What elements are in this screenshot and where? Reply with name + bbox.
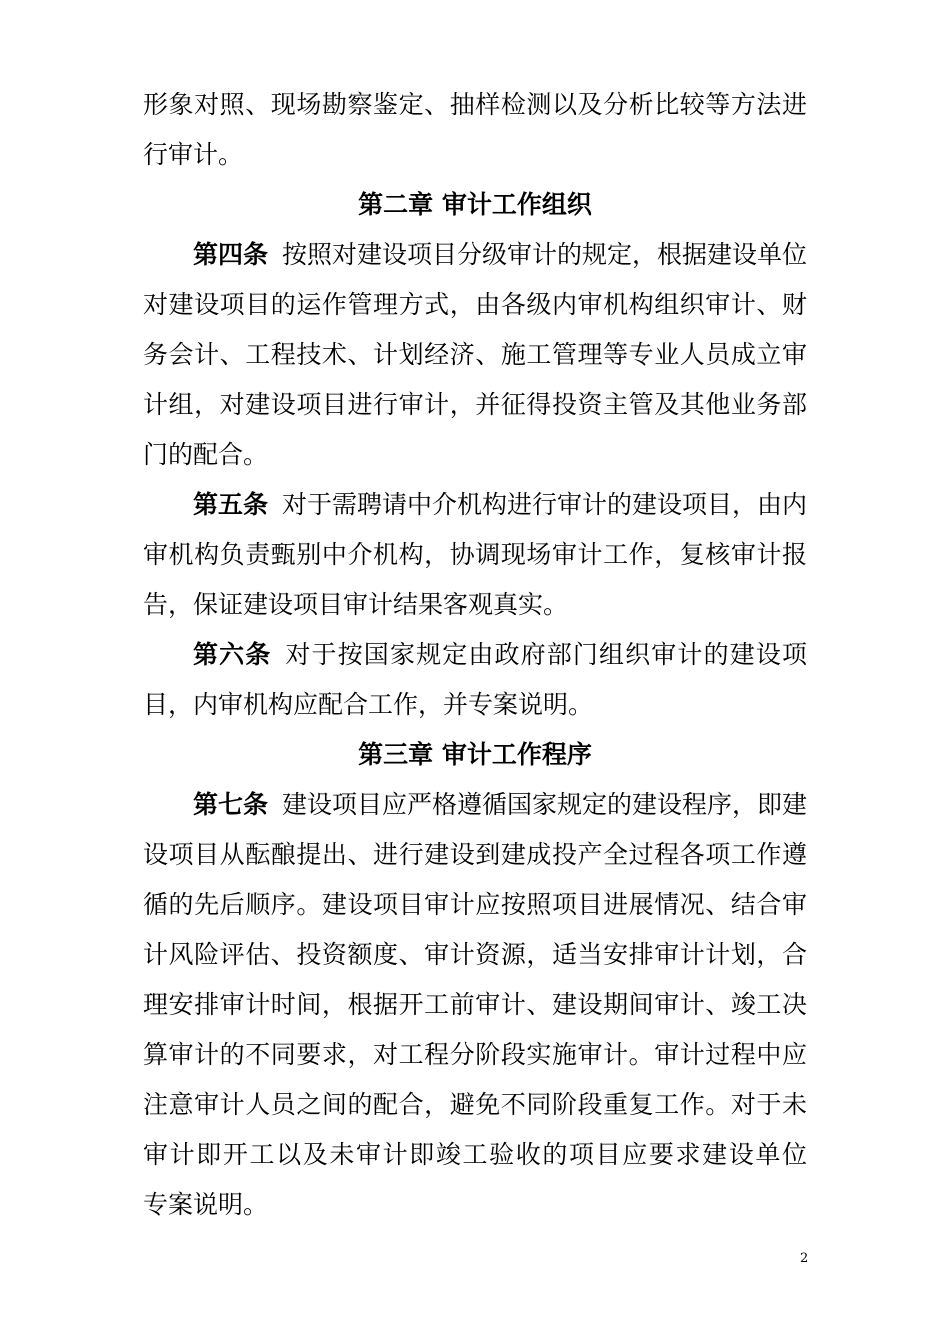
article-first-line [143,480,807,530]
chapter-heading: 第二章 审计工作组织 [358,190,592,219]
document-body [143,80,807,1230]
chapter-heading: 第三章 审计工作程序 [358,740,592,769]
text-line: 对于按国家规定由政府部门组织审计的建设项 [285,640,807,669]
text-line: 循的先后顺序。建设项目审计应按照项目进展情况、结合审 [143,890,807,919]
text-line: 计组，对建设项目进行审计，并征得投资主管及其他业务部 [143,390,807,419]
text-line: 按照对建设项目分级审计的规定，根据建设单位 [282,240,807,269]
text-line: 对建设项目的运作管理方式，由各级内审机构组织审计、财 [143,290,807,319]
text-line: 行审计。 [143,140,244,169]
article-label: 第七条 [193,790,269,819]
article-label: 第五条 [193,490,269,519]
article-first-line [143,780,807,830]
article-first-line [143,630,807,680]
text-line: 审机构负责甄别中介机构，协调现场审计工作，复核审计报 [143,540,807,569]
article-label: 第四条 [193,240,269,269]
text-line: 告，保证建设项目审计结果客观真实。 [143,590,569,619]
text-line: 门的配合。 [143,440,269,469]
text-line: 算审计的不同要求，对工程分阶段实施审计。审计过程中应 [143,1040,807,1069]
text-line: 对于需聘请中介机构进行审计的建设项目，由内 [282,490,807,519]
article-first-line [143,230,807,280]
text-line: 建设项目应严格遵循国家规定的建设程序，即建 [282,790,807,819]
text-line: 计风险评估、投资额度、审计资源，适当安排审计计划，合 [143,940,807,969]
text-line: 目，内审机构应配合工作，并专案说明。 [143,690,594,719]
article-label: 第六条 [193,640,272,669]
text-line: 注意审计人员之间的配合，避免不同阶段重复工作。对于未 [143,1090,807,1119]
text-line: 设项目从酝酿提出、进行建设到建成投产全过程各项工作遵 [143,840,807,869]
text-line: 务会计、工程技术、计划经济、施工管理等专业人员成立审 [143,340,807,369]
text-line: 专案说明。 [143,1190,269,1219]
text-line: 审计即开工以及未审计即竣工验收的项目应要求建设单位 [143,1140,807,1169]
text-line: 理安排审计时间，根据开工前审计、建设期间审计、竣工决 [143,990,807,1019]
text-line: 形象对照、现场勘察鉴定、抽样检测以及分析比较等方法进 [143,90,807,119]
page-number: 2 [800,1251,809,1266]
